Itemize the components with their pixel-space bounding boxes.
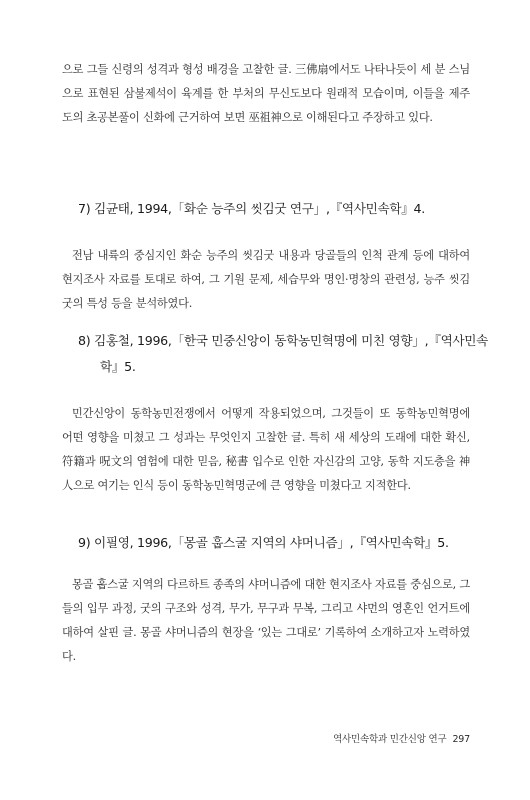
abstract-paragraph-7: 전남 내륙의 중심지인 화순 능주의 씻김굿 내용과 당골들의 인척 관계 등에 대하여 현지조사 자료를 토대로 하여, 그 기원 문제, 세습무와 명인·명창의 관련성, 능주 씻김굿의 특성 등을 분석하였다. — [62, 249, 470, 310]
bibliography-entry-9: 9) 이필영, 1996,「몽골 훕스굴 지역의 샤머니즘」,『역사민속학』5. — [78, 535, 449, 550]
intro-paragraph: 으로 그들 신령의 성격과 형성 배경을 고찰한 글. 三佛扇에서도 나타나듯이 세 분 스님으로 표현된 삼불제석이 육계를 한 부처의 무신도보다 원래적 모습이며, 이들을 제주도의 초공본풀이 신화에 근거하여 보면 巫祖神으로 이해된다고 주장하고 있다. — [62, 63, 470, 124]
abstract-paragraph-8: 민간신앙이 동학농민전쟁에서 어떻게 작용되었으며, 그것들이 또 동학농민혁명에 어떤 영향을 미쳤고 그 성과는 무엇인지 고찰한 글. 특히 새 세상의 도래에 대한 확신, 符籍과 呪文의 염험에 대한 믿음, 秘書 입수로 인한 자신감의 고양, 동학 지도층을 神人으로 여기는 인식 등이 동학농민혁명군에 큰 영향을 미쳤다고 지적한다. — [62, 407, 470, 492]
bibliography-entry-7: 7) 김균태, 1994,「화순 능주의 씻김굿 연구」,『역사민속학』4. — [78, 201, 425, 216]
page-number: 297 — [452, 734, 470, 745]
abstract-paragraph-9: 몽골 훕스굴 지역의 다르하트 종족의 샤머니즘에 대한 현지조사 자료를 중심으로, 그들의 입무 과정, 굿의 구조와 성격, 무가, 무구과 무복, 그리고 샤먼의 영혼인 언거트에 대하여 살핀 글. 몽골 샤머니즘의 현장을 ‘있는 그대로’ 기록하여 소개하고자 노력하였다. — [62, 578, 470, 663]
page-footer — [333, 731, 470, 745]
running-title: 역사민속학과 민간신앙 연구 — [333, 734, 447, 745]
bibliography-entry-8: 8) 김홍철, 1996,「한국 민중신앙이 동학농민혁명에 미친 영향」,『역사민속학』5. — [78, 333, 489, 374]
